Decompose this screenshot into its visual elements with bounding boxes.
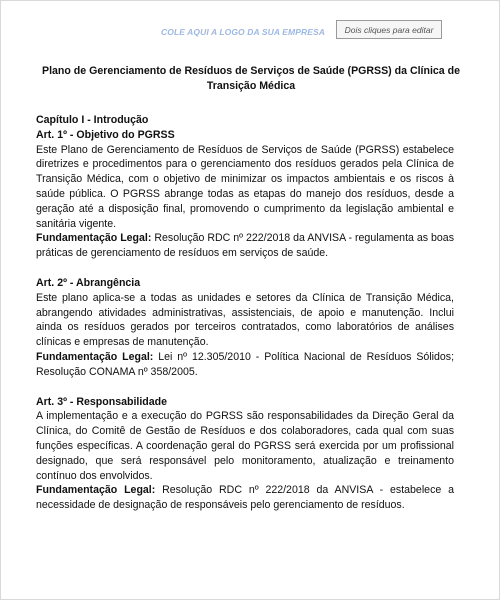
logo-placeholder[interactable]: COLE AQUI A LOGO DA SUA EMPRESA [161, 27, 325, 37]
legal-basis-label: Fundamentação Legal: [36, 350, 154, 363]
legal-basis-text: Lei nº 12.305/2010 - Política Nacional de Resíduos Sólidos; Resolução CONAMA nº 358/2005. [36, 350, 455, 378]
edit-button[interactable]: Dois cliques para editar [336, 20, 442, 39]
legal-basis [36, 231, 454, 261]
legal-basis [36, 483, 454, 513]
article-body: Este plano aplica-se a todas as unidades e setores da Clínica de Transição Médica, abrangendo atividades administrativas, assistenciais, de apoio e manutenção. Inclui ainda os resíduos gerados por terceiros contratados, como laboratórios de análises clínicas e empresas de manutenção. [36, 291, 454, 349]
legal-basis-label: Fundamentação Legal: [36, 484, 156, 497]
article-section [36, 128, 454, 261]
article-section [36, 276, 454, 380]
article-heading: Art. 1º - Objetivo do PGRSS [36, 128, 175, 141]
legal-basis-label: Fundamentação Legal: [36, 232, 152, 245]
article-body: A implementação e a execução do PGRSS são responsabilidades da Direção Geral da Clínica, do Comitê de Gestão de Resíduos e dos colaboradores, cada qual com suas funções específicas. A coordenação geral do PGRSS será exercida por um profissional designado, que será responsável pelo monitoramento, atualização e treinamento contínuo dos envolvidos. [36, 410, 454, 482]
document-body [36, 113, 454, 528]
legal-basis [36, 350, 454, 380]
legal-basis-text: Resolução RDC nº 222/2018 da ANVISA - estabelece a necessidade de designação de responsáveis pelo gerenciamento de resíduos. [36, 484, 454, 512]
legal-basis-text: Resolução RDC nº 222/2018 da ANVISA - regulamenta as boas práticas de gerenciamento de resíduos em serviços de saúde. [36, 232, 454, 260]
article-body: Este Plano de Gerenciamento de Resíduos de Serviços de Saúde (PGRSS) estabelece diretrizes e procedimentos para o gerenciamento dos resíduos gerados pela Clínica de Transição Médica, com o objetivo de minimizar os impactos ambientais e os riscos à saúde pública. O PGRSS abrange todas as etapas do manejo dos resíduos, desde a geração até a disposição final, promovendo o cumprimento da legislação ambiental e sanitária vigente. [36, 143, 454, 230]
article-heading: Art. 2º - Abrangência [36, 276, 141, 289]
document-title: Plano de Gerenciamento de Resíduos de Serviços de Saúde (PGRSS) da Clínica de Transição Médica [42, 65, 460, 92]
article-heading: Art. 3º - Responsabilidade [36, 395, 168, 408]
article-section [36, 395, 454, 513]
chapter-heading: Capítulo I - Introdução [36, 114, 149, 126]
